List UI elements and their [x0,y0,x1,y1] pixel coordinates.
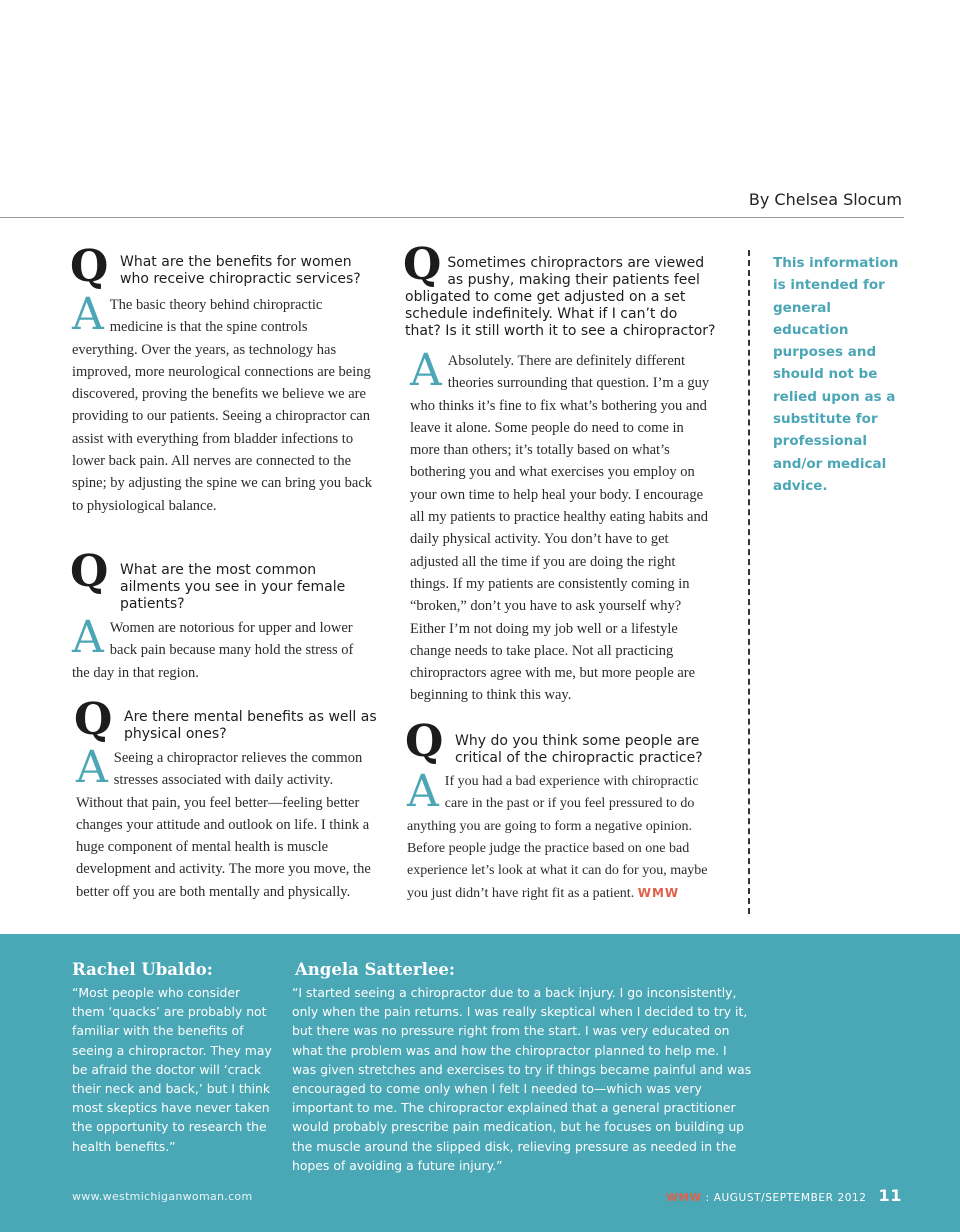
qa-item [405,716,719,906]
brand-mark: WMW [666,1192,702,1204]
a-dropcap: A [72,612,104,663]
a-dropcap: A [410,345,442,396]
answer-text: The basic theory behind chiropractic medicine is that the spine controls everything. Over the years, as technology has improved, more neurological connections are being discovered, proving the benefits we believe we are providing to our patients. Seeing a chiropractor can assist with everything from bladder infections to lower back pain. All nerves are connected to the spine; by adjusting the spine we can bring you back to physiological balance. [72,297,373,514]
question-text: What are the benefits for women who receive chiropractic services? [120,254,361,287]
answer [72,289,373,517]
q-dropcap: Q [405,716,444,767]
column-divider [748,250,750,914]
qa-item [70,546,372,684]
qa-item [70,241,373,517]
testimonial-band [0,934,960,1232]
question-text: What are the most common ailments you see in your female patients? [120,562,346,612]
answer-text: Absolutely. There are definitely different theories surrounding that question. I’m a guy who thinks it’s fine to fix what’s bothering you and leave it alone. Some people do need to come in more than others; it’s totally based on what’s bothering you and what exercises you employ on your own time to help heal your body. I encourage all my patients to practice healthy eating habits and daily physical activity. You don’t have to get adjusted all the time if you are doing the right things. If my patients are consistently coming in “broken,” don’t you have to ask yourself why? Either I’m not doing my job well or a lifestyle change needs to take place. Not all practicing chiropractors agree with me, but more people are beginning to think this way. [410,353,710,704]
a-dropcap: A [72,289,104,340]
q-dropcap: Q [70,546,109,597]
question [403,239,717,340]
answer-text: Seeing a chiropractor relieves the common stresses associated with daily activity. Without that pain, you feel better—feeling better changes your attitude and outlook on life. I think a huge component of mental health is muscle development and activity. The more you move, the better off you are both mentally and physically. [76,750,371,900]
testimonial-quote: “I started seeing a chiropractor due to a back injury. I go inconsistently, only when the pain returns. I was really skeptical when I decided to try it, but there was no pressure right from the start. I was very educated on what the problem was and how the chiropractor planned to help me. I was given stretches and exercises to try if things became painful and was encouraged to come only when I felt I needed to—which was very important to me. The chiropractor explained that a general practitioner would probably prescribe pain medication, but he focuses on building up the muscle around the slipped disk, relieving pressure as needed in the hopes of avoiding a future injury.” [292,985,752,1173]
question-text: Sometimes chiropractors are viewed as pushy, making their patients feel obligated to come get adjusted on a set schedule indefinitely. What if I can’t do that? Is it still worth it to see a chiropractor? [405,255,716,339]
answer-text: If you had a bad experience with chiropractic care in the past or if you feel pressured to do anything you are going to form a negative opinion. Before people judge the practice based on one bad experience let’s look at what it can do for you, maybe you just didn’t have right fit as a patient. [407,774,708,902]
testimonial [72,960,272,1156]
testimonial-name: Angela Satterlee: [295,960,455,979]
website-link[interactable]: www.westmichiganwoman.com [72,1190,253,1203]
testimonial [292,960,752,1175]
header-divider [0,217,904,218]
question [405,716,719,767]
wmw-signoff: WMW [637,886,680,901]
qa-item [74,694,378,903]
a-dropcap: A [407,766,439,817]
qa-item [403,239,717,707]
answer-text: Women are notorious for upper and lower back pain because many hold the stress of the day in that region. [72,620,354,681]
issue-info [666,1186,902,1205]
a-dropcap: A [76,742,108,793]
page-number: 11 [878,1186,902,1205]
question [74,694,378,745]
issue-date: : AUGUST/SEPTEMBER 2012 [705,1192,867,1204]
byline: By Chelsea Slocum [748,190,902,209]
question [70,241,372,292]
question-text: Why do you think some people are critical of the chiropractic practice? [455,733,703,766]
answer [407,766,719,906]
answer [72,612,372,684]
q-dropcap: Q [74,694,113,745]
q-dropcap: Q [403,239,442,290]
question [70,546,372,613]
disclaimer-note: This information is intended for general education purposes and should not be relied upon as a substitute for professional and/or medical advice. [773,255,899,494]
answer [405,344,717,707]
question-text: Are there mental benefits as well as physical ones? [124,709,377,742]
testimonial-name: Rachel Ubaldo: [72,960,213,979]
answer [76,742,378,903]
q-dropcap: Q [70,241,109,292]
testimonial-quote: “Most people who consider them ‘quacks’ are probably not familiar with the benefits of seeing a chiropractor. They may be afraid the doctor will ‘crack their neck and back,’ but I think most skeptics have never taken the opportunity to research the health benefits.” [72,985,272,1154]
